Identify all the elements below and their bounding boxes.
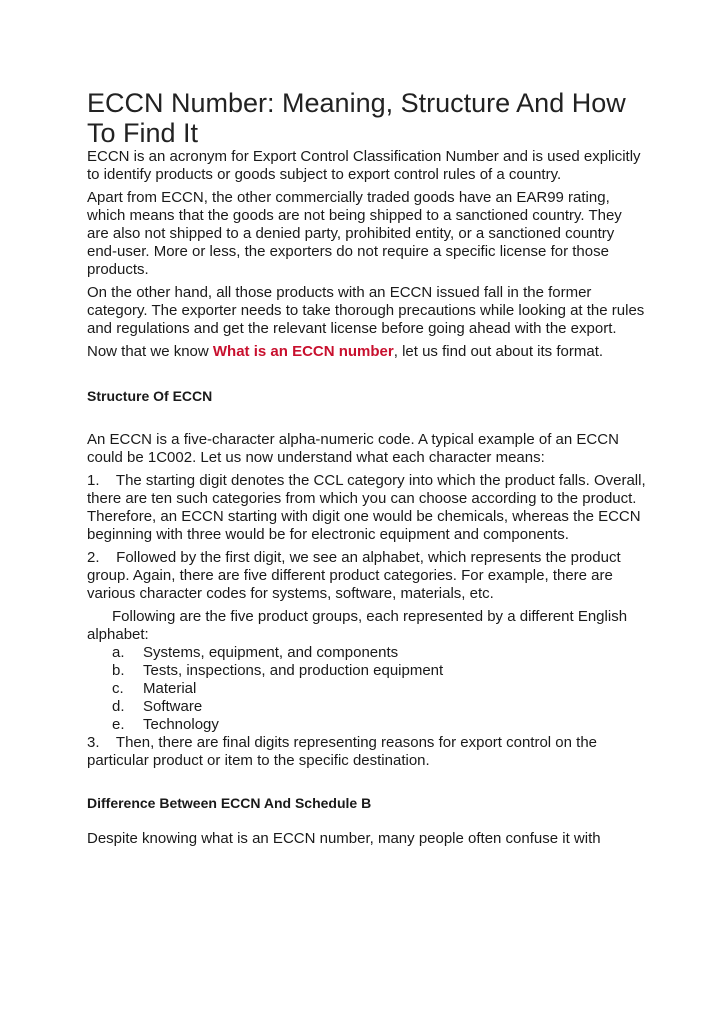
product-groups-intro: Following are the five product groups, each represented by a different English alphabet: [87, 608, 628, 643]
list-text: Material [143, 680, 197, 697]
structure-heading: Structure Of ECCN [87, 388, 213, 404]
former-category-paragraph: On the other hand, all those products with an ECCN issued fall in the former category. The exporter needs to take thorough precautions while looking at the rules and regulations and get the relevant license before going ahead with the export. [87, 284, 645, 337]
ear99-paragraph: Apart from ECCN, the other commercially traded goods have an EAR99 rating, which means that the goods are not being shipped to a sanctioned country. They are also not shipped to a denied party, prohibited entity, or a sanctioned country end-user. More or less, the exporters do not require a specific license for those products. [87, 189, 622, 278]
list-marker: e. [112, 716, 125, 733]
structure-paragraph: An ECCN is a five-character alpha-numeric code. A typical example of an ECCN could be 1C002. Let us now understand what each character means: [87, 431, 619, 466]
eccn-number-link[interactable]: What is an ECCN number [212, 343, 394, 360]
list-text: Software [143, 698, 203, 715]
list-text: Systems, equipment, and components [143, 644, 399, 661]
product-group-item [87, 680, 647, 698]
product-group-item [87, 662, 647, 680]
structure-item-3: 3. Then, there are final digits representing reasons for export control on the particular product or item to the specific destination. [87, 734, 602, 769]
product-group-item [87, 716, 647, 734]
difference-heading: Difference Between ECCN And Schedule B [87, 795, 372, 811]
page-title: ECCN Number: Meaning, Structure And How To Find It [87, 88, 626, 148]
format-intro-after: , let us find out about its format. [393, 343, 604, 360]
document-page [87, 88, 650, 848]
intro-paragraph: ECCN is an acronym for Export Control Classification Number and is used explicitly to identify products or goods subject to export control rules of a country. [87, 148, 641, 183]
list-marker: a. [112, 644, 125, 661]
product-group-item [87, 698, 647, 716]
list-marker: d. [112, 698, 125, 715]
list-marker: b. [112, 662, 125, 679]
product-group-item [87, 644, 647, 662]
list-text: Tests, inspections, and production equipment [143, 662, 444, 679]
format-intro-before: Now that we know [87, 343, 213, 360]
structure-item-1: 1. The starting digit denotes the CCL category into which the product falls. Overall, there are ten such categories from which you can choose according to the product. Therefore, an ECCN starting with digit one would be chemicals, whereas the ECCN beginning with three would be for electronic equipment and components. [87, 472, 650, 543]
list-text: Technology [143, 716, 219, 733]
difference-paragraph: Despite knowing what is an ECCN number, many people often confuse it with [87, 830, 601, 847]
format-intro-paragraph [87, 343, 647, 361]
structure-item-2: 2. Followed by the first digit, we see an alphabet, which represents the product group. Again, there are five different product categories. For example, there are various character codes for systems, software, materials, etc. [87, 549, 625, 602]
product-groups-list [87, 644, 647, 734]
list-marker: c. [112, 680, 124, 697]
